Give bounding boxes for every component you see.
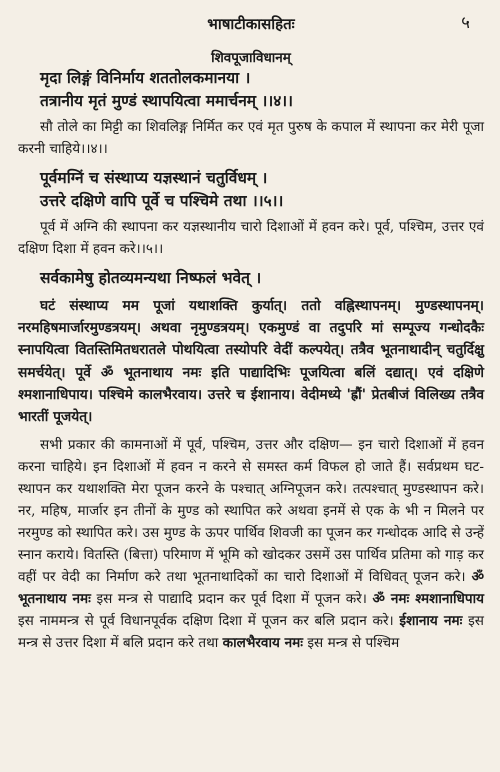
section-title: शिवपूजाविधानम् — [211, 50, 291, 66]
mantra-bhutanath: ॐ भूतनाथाय नमः — [18, 569, 484, 608]
translation-text: सभी प्रकार की कामनाओं में पूर्व, पश्चिम, उत्तर और दक्षिण— इन चारो दिशाओं में हवन करना चाहिये। इन दिशाओं में हवन न करने से समस्त कर्म विफल हो जाते हैं। सर्वप्रथम घट-स्थापन कर यथाशक्ति मेरा पूजन करने के पश्चात् अग्निपूजन करे। तत्पश्चात् मुण्डस्थापन करे। नर, महिष, मार्जार इन तीनों के मुण्ड को स्थापित करे अथवा इनमें से एक के भी न मिलने पर नरमुण्ड को स्थापित करे। उस मुण्ड के ऊपर पार्थिव शिवजी का पूजन कर गन्धोदक आदि से उन्हें स्नान कराये। वितस्ति (बित्ता) परिमाण में भूमि को खोदकर उसमें उस पार्थिव प्रतिमा को गाड़ कर वहीं पर वेदी का निर्माण करे तथा भूतनाथादिकों का चारो दिशाओं में विधिवत् पूजन करे। — [18, 437, 484, 586]
translation-4: सौ तोले का मिट्टी का शिवलिङ्ग निर्मित कर एवं मृत पुरुष के कपाल में स्थापना कर मेरी पूजा करनी चाहिये।।४।। — [18, 119, 484, 157]
translation-text: इस नाममन्त्र से पूर्व विधानपूर्वक दक्षिण दिशा में पूजन कर बलि प्रदान करे। — [18, 613, 400, 630]
verse-5-line-2: उत्तरे दक्षिणे वापि पूर्वे च पश्चिमे तथा ।।५।। — [40, 191, 284, 210]
translation-prose — [18, 434, 484, 654]
verse-4-line-1: मृदा लिङ्गं विनिर्माय शततोलकमानया । — [40, 68, 251, 87]
mantra-kalabhairava: कालभैरवाय नमः — [222, 635, 304, 652]
translation-text: इस मन्त्र से पाद्यादि प्रदान कर पूर्व दिशा में पूजन करे। — [90, 591, 373, 608]
verse-5-line-1: पूर्वमग्निं च संस्थाप्य यज्ञस्थानं चतुर्विधम् । — [40, 168, 268, 187]
page-number: ५ — [461, 13, 470, 33]
running-title: भाषाटीकासहितः — [207, 15, 295, 33]
page-header — [18, 0, 484, 46]
mantra-ishana: ईशानाय नमः — [399, 613, 463, 630]
mantra-shmashanadhipa: ॐ नमः श्मशानाधिपाय — [372, 591, 484, 608]
verse-6-line-1: सर्वकामेषु होतव्यमन्यथा निष्फलं भवेत् । — [40, 268, 262, 287]
verse-4-line-2: तत्रानीय मृतं मुण्डं स्थापयित्वा ममार्चनम् ।।४।। — [40, 91, 294, 110]
translation-text: इस मन्त्र से पश्चिम — [303, 635, 400, 652]
sanskrit-prose: घटं संस्थाप्य मम पूजां यथाशक्ति कुर्यात्। ततो वह्निस्थापनम्। मुण्डस्थापनम्। नरमहिषमार्जारमुण्डत्रयम्। अथवा नृमुण्डत्रयम्। एकमुण्डं वा तदुपरि मां सम्पूज्य गन्धोदकैः स्नापयित्वा वितस्तिमितधरातले पोथयित्वा तस्योपरि वेदीं कल्पयेत्। तत्रैव भूतनाथादीन् चतुर्दिक्षु समर्चयेत्। पूर्वे ॐ भूतनाथाय नमः इति पाद्यादिभिः पूजयित्वा बलिं दद्यात्। एवं दक्षिणे श्मशानाधिपाय। पश्चिमे कालभैरवाय। उत्तरे च ईशानाय। वेदीमध्ये 'ह्रौं' प्रेतबीजं विलिख्य तत्रैव भारतीं पूजयेत्। — [18, 298, 484, 426]
translation-5: पूर्व में अग्नि की स्थापना कर यज्ञस्थानीय चारो दिशाओं में हवन करे। पूर्व, पश्चिम, उत्तर एवं दक्षिण दिशा में हवन करे।।५।। — [18, 219, 484, 257]
translation-text: इस मन्त्र से उत्तर दिशा में बलि प्रदान करे तथा — [18, 613, 484, 652]
